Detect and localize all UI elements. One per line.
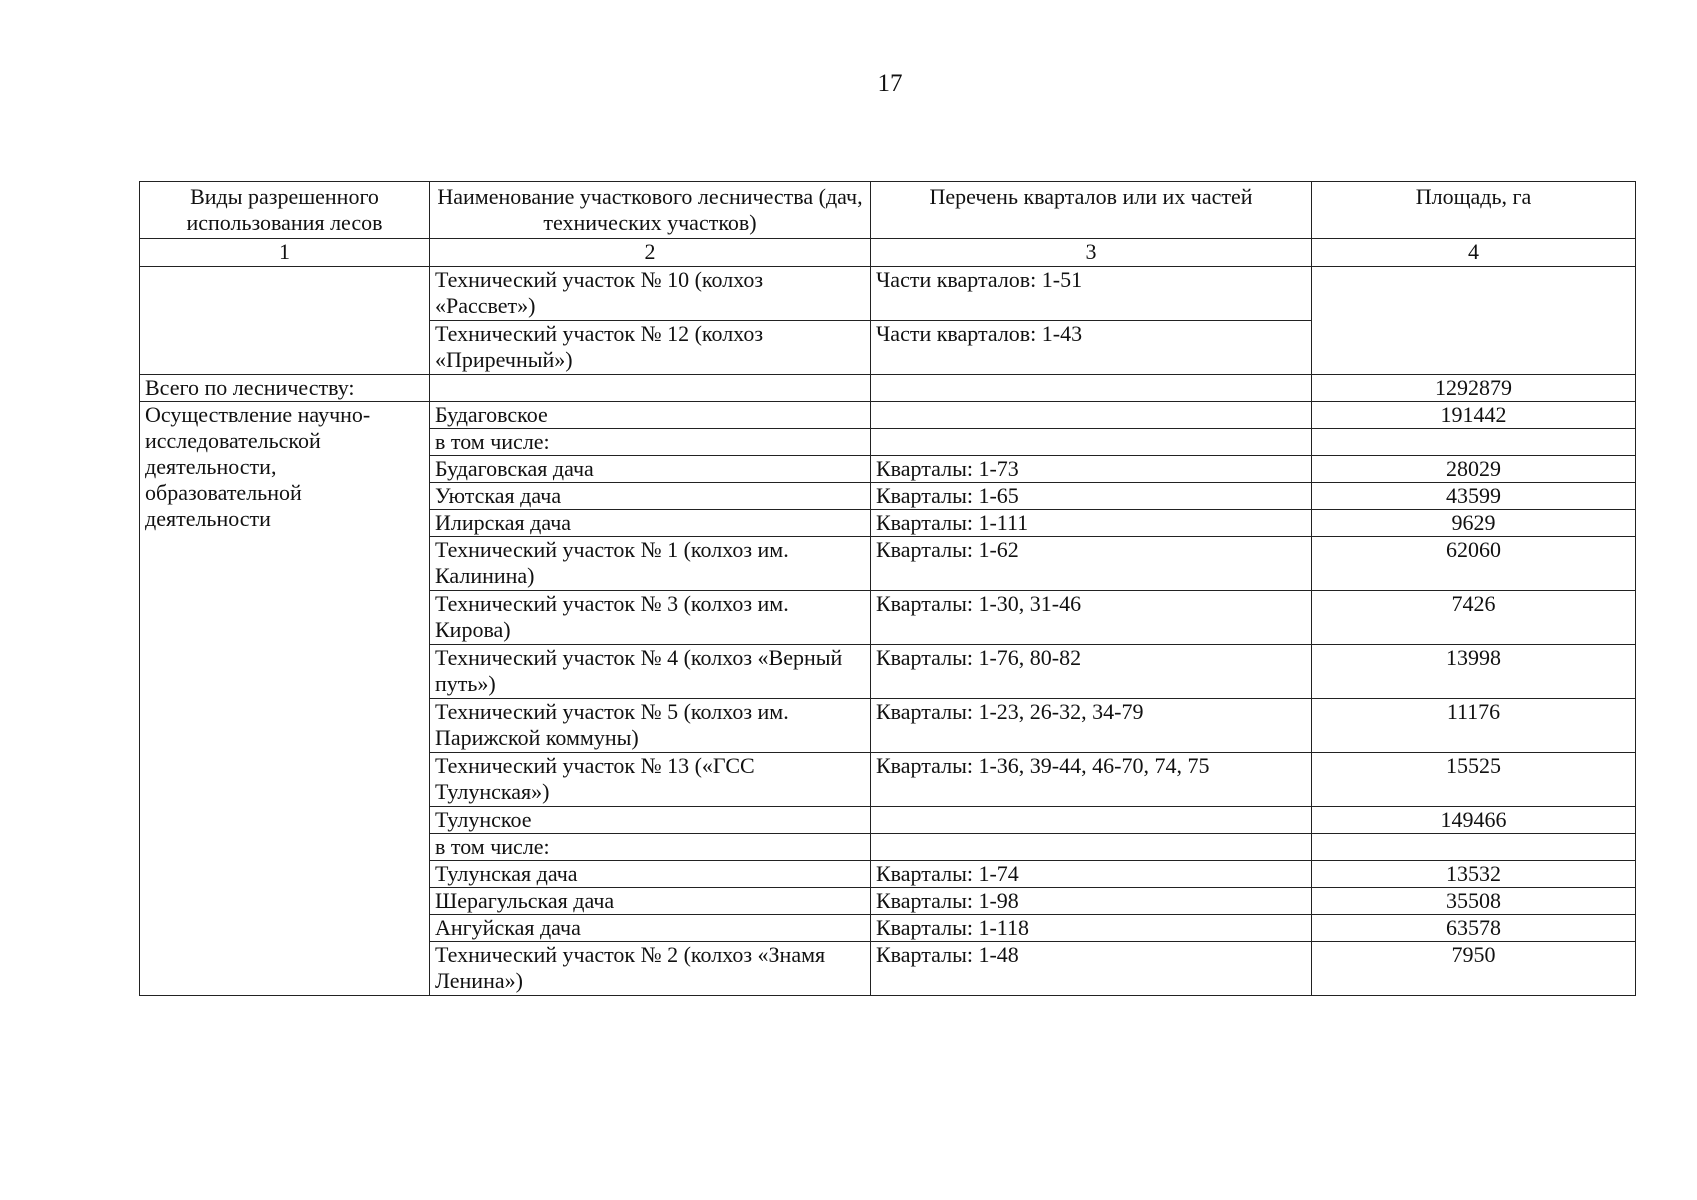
- page-number: 17: [877, 70, 903, 97]
- district-name-cell: Технический участок № 1 (колхоз им. Калинина): [430, 537, 871, 591]
- table-row: [140, 267, 1636, 321]
- district-name-cell: Будаговское: [430, 402, 871, 429]
- quarters-cell: Кварталы: 1-76, 80-82: [871, 645, 1312, 699]
- quarters-cell: Кварталы: 1-98: [871, 888, 1312, 915]
- quarters-cell: [871, 375, 1312, 402]
- area-cell: 35508: [1312, 888, 1636, 915]
- quarters-cell: Кварталы: 1-30, 31-46: [871, 591, 1312, 645]
- district-name-cell: в том числе:: [430, 834, 871, 861]
- district-name-cell: Технический участок № 3 (колхоз им. Кирова): [430, 591, 871, 645]
- area-cell: 7950: [1312, 942, 1636, 996]
- area-cell: 7426: [1312, 591, 1636, 645]
- area-cell: [1312, 429, 1636, 456]
- use-type-cell-empty: [140, 267, 430, 375]
- area-cell: 1292879: [1312, 375, 1636, 402]
- column-number-row: [140, 239, 1636, 267]
- quarters-cell: Кварталы: 1-62: [871, 537, 1312, 591]
- quarters-cell: Кварталы: 1-73: [871, 456, 1312, 483]
- use-type-cell: Осуществление научно-исследовательской деятельности, образовательной деятельности: [140, 402, 430, 996]
- table-row: [140, 402, 1636, 429]
- header-quarters-list: Перечень кварталов или их частей: [871, 182, 1312, 239]
- quarters-cell: [871, 429, 1312, 456]
- quarters-cell: Части кварталов: 1-43: [871, 321, 1312, 375]
- area-cell: 63578: [1312, 915, 1636, 942]
- area-cell: [1312, 267, 1636, 375]
- area-cell: 62060: [1312, 537, 1636, 591]
- forest-use-table: [139, 181, 1636, 996]
- district-name-cell: Технический участок № 10 (колхоз «Рассвет»): [430, 267, 871, 321]
- header-district-name: Наименование участкового лесничества (дач, технических участков): [430, 182, 871, 239]
- district-name-cell: Тулунское: [430, 807, 871, 834]
- quarters-cell: Кварталы: 1-48: [871, 942, 1312, 996]
- quarters-cell: Кварталы: 1-118: [871, 915, 1312, 942]
- quarters-cell: [871, 402, 1312, 429]
- column-number: 4: [1312, 239, 1636, 267]
- district-name-cell: Технический участок № 13 («ГСС Тулунская»): [430, 753, 871, 807]
- area-cell: [1312, 834, 1636, 861]
- area-cell: 15525: [1312, 753, 1636, 807]
- quarters-cell: Кварталы: 1-111: [871, 510, 1312, 537]
- district-name-cell: [430, 375, 871, 402]
- quarters-cell: [871, 834, 1312, 861]
- area-cell: 13532: [1312, 861, 1636, 888]
- header-area: Площадь, га: [1312, 182, 1636, 239]
- quarters-cell: Кварталы: 1-65: [871, 483, 1312, 510]
- quarters-cell: Кварталы: 1-23, 26-32, 34-79: [871, 699, 1312, 753]
- area-cell: 149466: [1312, 807, 1636, 834]
- district-name-cell: Ангуйская дача: [430, 915, 871, 942]
- column-number: 3: [871, 239, 1312, 267]
- district-name-cell: Уютская дача: [430, 483, 871, 510]
- table-row-total: [140, 375, 1636, 402]
- district-name-cell: Шерагульская дача: [430, 888, 871, 915]
- column-number: 2: [430, 239, 871, 267]
- district-name-cell: Будаговская дача: [430, 456, 871, 483]
- area-cell: 11176: [1312, 699, 1636, 753]
- district-name-cell: Технический участок № 2 (колхоз «Знамя Ленина»): [430, 942, 871, 996]
- total-label-cell: Всего по лесничеству:: [140, 375, 430, 402]
- area-cell: 191442: [1312, 402, 1636, 429]
- quarters-cell: Кварталы: 1-36, 39-44, 46-70, 74, 75: [871, 753, 1312, 807]
- district-name-cell: Технический участок № 12 (колхоз «Приречный»): [430, 321, 871, 375]
- district-name-cell: Илирская дача: [430, 510, 871, 537]
- header-use-type: Виды разрешенного использования лесов: [140, 182, 430, 239]
- district-name-cell: в том числе:: [430, 429, 871, 456]
- district-name-cell: Тулунская дача: [430, 861, 871, 888]
- quarters-cell: Кварталы: 1-74: [871, 861, 1312, 888]
- table-header-row: [140, 182, 1636, 239]
- quarters-cell: Части кварталов: 1-51: [871, 267, 1312, 321]
- area-cell: 13998: [1312, 645, 1636, 699]
- area-cell: 9629: [1312, 510, 1636, 537]
- area-cell: 28029: [1312, 456, 1636, 483]
- quarters-cell: [871, 807, 1312, 834]
- district-name-cell: Технический участок № 5 (колхоз им. Парижской коммуны): [430, 699, 871, 753]
- column-number: 1: [140, 239, 430, 267]
- area-cell: 43599: [1312, 483, 1636, 510]
- district-name-cell: Технический участок № 4 (колхоз «Верный путь»): [430, 645, 871, 699]
